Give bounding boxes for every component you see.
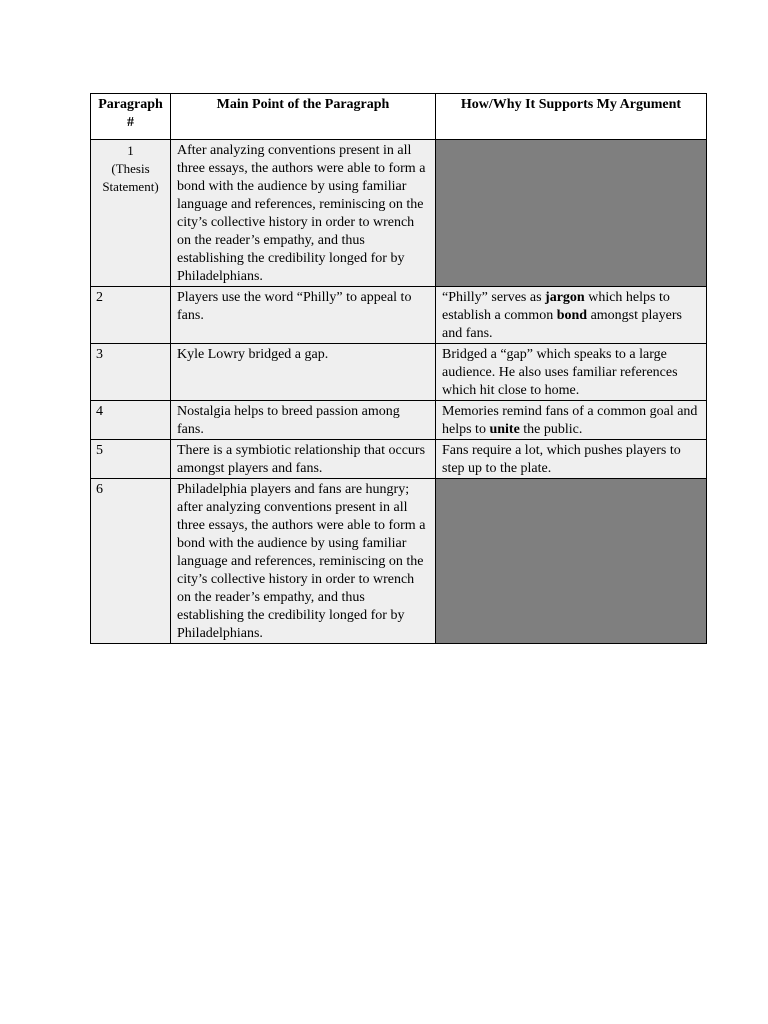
support-text: “Philly” serves as <box>442 290 546 305</box>
table-header-row <box>91 94 707 140</box>
header-main-point: Main Point of the Paragraph <box>171 94 436 140</box>
support-cell: Bridged a “gap” which speaks to a large audience. He also uses familiar references which hit close to home. <box>436 344 707 401</box>
support-cell <box>436 401 707 440</box>
main-point-cell: Philadelphia players and fans are hungry; after analyzing conventions present in all three essays, the authors were able to form a bond with the audience by using familiar language and references, reminiscing on the city’s collective history in order to wrench on the reader’s empathy, and thus establishing the credibility longed for by Philadelphians. <box>171 479 436 644</box>
paragraph-number-cell: 6 <box>91 479 171 644</box>
table-row <box>91 287 707 344</box>
essay-outline-table <box>90 93 707 644</box>
table-row <box>91 401 707 440</box>
support-text: the public. <box>519 422 583 437</box>
support-keyword: jargon <box>545 290 585 305</box>
paragraph-number-cell: 4 <box>91 401 171 440</box>
table-row <box>91 344 707 401</box>
main-point-cell: After analyzing conventions present in all three essays, the authors were able to form a bond with the audience by using familiar language and references, reminiscing on the city’s collective history in order to wrench on the reader’s empathy, and thus establishing the credibility longed for by Philadelphians. <box>171 140 436 287</box>
header-paragraph-number <box>91 94 171 140</box>
paragraph-number: 1 <box>127 143 134 158</box>
table-row <box>91 479 707 644</box>
paragraph-note: (Thesis <box>111 161 150 176</box>
table-row <box>91 140 707 287</box>
support-cell: Fans require a lot, which pushes players to step up to the plate. <box>436 440 707 479</box>
support-cell-shaded <box>436 140 707 287</box>
support-keyword: unite <box>489 422 520 437</box>
support-keyword: bond <box>556 308 588 323</box>
header-paragraph-hash: # <box>127 115 134 130</box>
paragraph-number-cell: 3 <box>91 344 171 401</box>
paragraph-number-cell <box>91 140 171 287</box>
main-point-cell: Nostalgia helps to breed passion among fans. <box>171 401 436 440</box>
paragraph-note: Statement) <box>102 179 159 194</box>
paragraph-number-cell: 5 <box>91 440 171 479</box>
header-paragraph-label: Paragraph <box>98 97 163 112</box>
table-row <box>91 440 707 479</box>
main-point-cell: There is a symbiotic relationship that occurs amongst players and fans. <box>171 440 436 479</box>
header-support: How/Why It Supports My Argument <box>436 94 707 140</box>
support-cell-shaded <box>436 479 707 644</box>
main-point-cell: Players use the word “Philly” to appeal to fans. <box>171 287 436 344</box>
paragraph-number-cell: 2 <box>91 287 171 344</box>
support-cell <box>436 287 707 344</box>
support-text: amongst players and fans. <box>442 308 682 341</box>
support-text: which helps to establish a common <box>442 290 670 323</box>
main-point-cell: Kyle Lowry bridged a gap. <box>171 344 436 401</box>
support-text: Memories remind fans of a common goal and helps to <box>442 404 698 437</box>
